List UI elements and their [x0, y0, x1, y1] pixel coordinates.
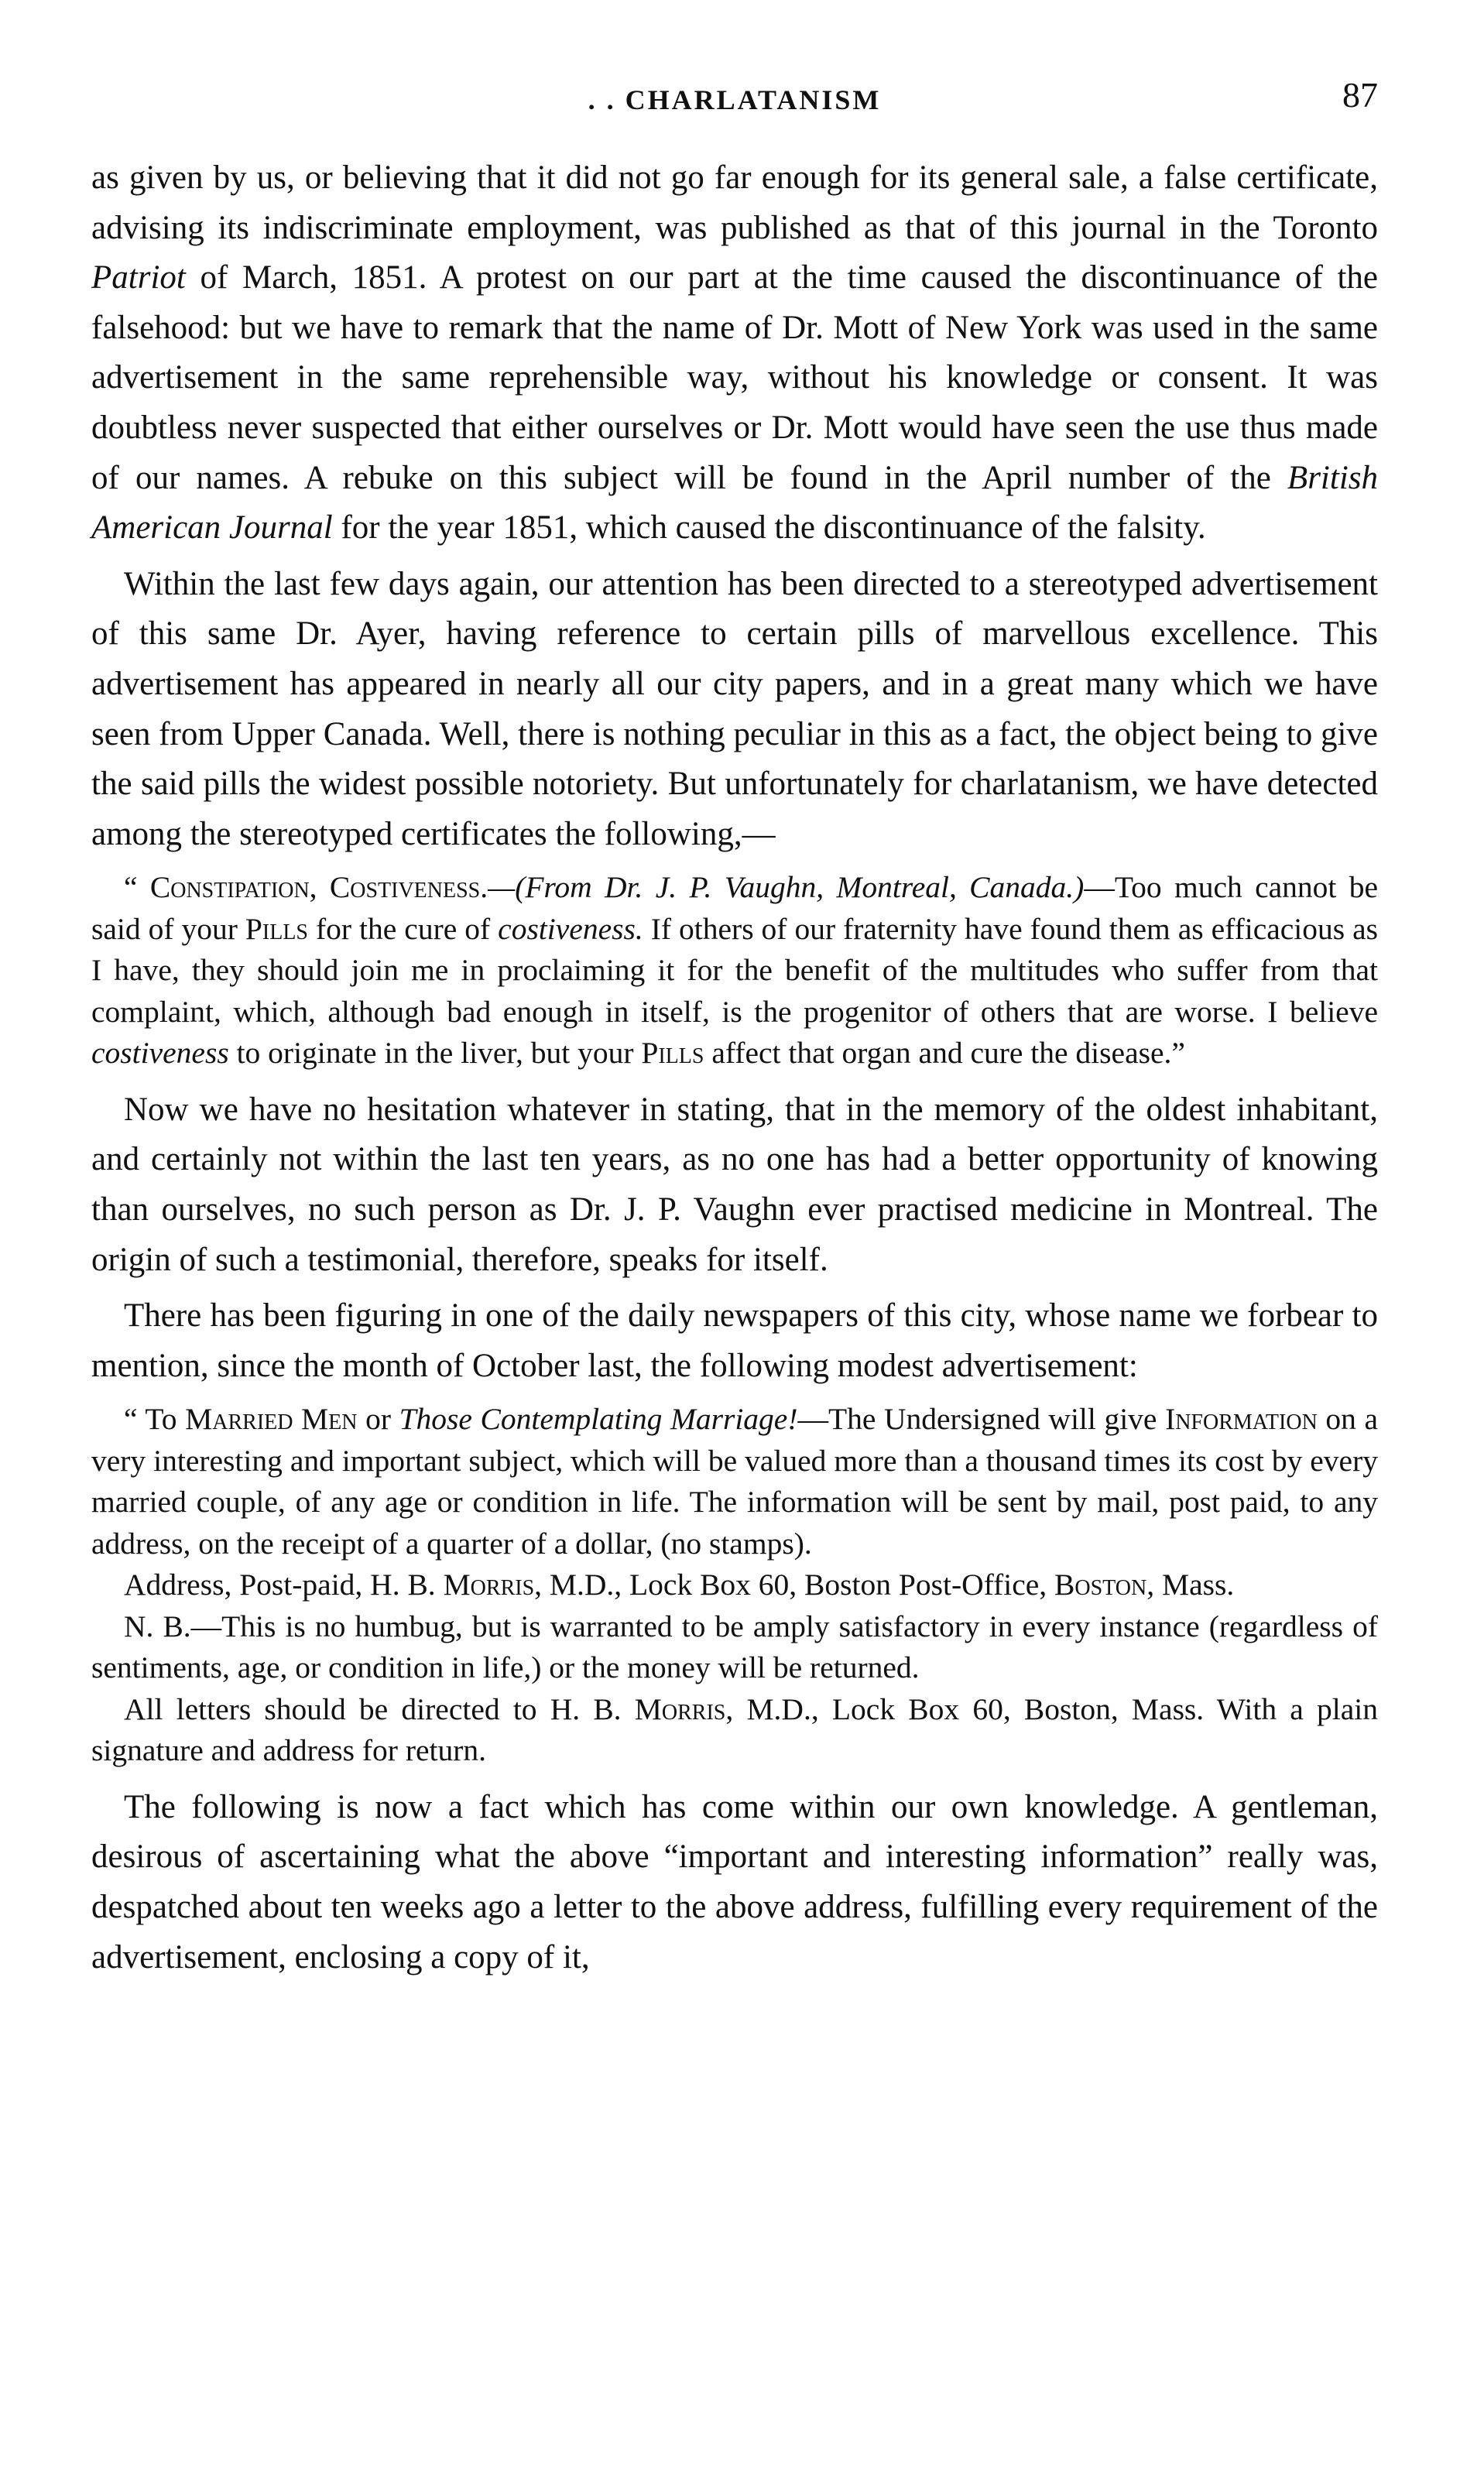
running-head: . . CHARLATANISM	[588, 84, 882, 115]
paragraph-1-text-end: for the year 1851, which caused the discontinuance of the falsity.	[341, 509, 1206, 547]
quote-constipation	[91, 867, 1378, 1074]
quote-ad-letters-b: M.D., Lock Box 60, Boston, Mass. With a plain signature and address for return.	[91, 1691, 1378, 1768]
quote-ad-nb: N. B.—This is no humbug, but is warranted to be amply satisfactory in every instance (regardless of sentiments, age, or condition in life,) or the money will be returned.	[91, 1609, 1378, 1685]
quote-ad-text-a: —The Undersigned will give	[797, 1402, 1157, 1437]
paragraph-1	[91, 153, 1378, 553]
quote-ad-text-b: on a very interesting and important subject, which will be valued more than a thousand times its cost by every married couple, of any age or condition in life. The information will be sent by mail, post paid, to any address, on the receipt of a quarter of a dollar, (no stamps).	[91, 1402, 1379, 1561]
quote-source: —(From Dr. J. P. Vaughn, Montreal, Canada.)	[488, 870, 1085, 905]
body-text	[91, 153, 1378, 1982]
page-number: 87	[1342, 75, 1378, 115]
quote-ad-address-c: Mass.	[1161, 1568, 1235, 1602]
quote-ad-married-men: Married Men	[185, 1402, 358, 1437]
quote-open-mark: “	[124, 870, 138, 905]
quote-ad-address	[91, 1564, 1378, 1606]
book-page	[91, 70, 1378, 2438]
quote-ad-letters	[91, 1689, 1378, 1772]
quote-pills-1: Pills	[245, 911, 308, 946]
paragraph-1-text-rest: of March, 1851. A protest on our part at the time caused the discontinuance of the falsehood: but we have to remark that the name of Dr. Mott of New York was used in the same advertisement in the same reprehensible way, without his knowledge or consent. It was doubtless never suspected that either ourselves or Dr. Mott would have seen the use thus made of our names. A rebuke on this subject will be found in the April number of the	[91, 259, 1379, 496]
quote-ad-main	[91, 1399, 1378, 1564]
paragraph-5: The following is now a fact which has come within our own knowledge. A gentleman, desirous of ascertaining what the above “important and interesting information” really was, despatched about ten weeks ago a letter to the above address, fulfilling every requirement of the advertisement, enclosing a copy of it,	[91, 1788, 1378, 1976]
quote-text-b: for the cure of	[316, 911, 491, 946]
paragraph-4: There has been figuring in one of the daily newspapers of this city, whose name we forbear to mention, since the month of October last, the following modest advertisement:	[91, 1297, 1378, 1384]
quote-constipation-text	[91, 867, 1378, 1074]
quote-ad-or: or	[365, 1402, 391, 1437]
paragraph-1-italic-journal: British American Journal	[91, 459, 1378, 547]
quote-ad-italic: Those Contemplating Marriage!	[399, 1402, 798, 1437]
quote-ad-address-morris: Morris,	[443, 1568, 543, 1602]
quote-italic-costiveness: costiveness.	[498, 911, 643, 946]
quote-ad-open: “ To	[124, 1402, 177, 1437]
quote-ad-letters-morris: Morris,	[634, 1691, 734, 1726]
quote-heading: Constipation, Costiveness.	[149, 870, 488, 905]
quote-ad-letters-a: All letters should be directed to H. B.	[124, 1691, 622, 1726]
paragraph-3: Now we have no hesitation whatever in stating, that in the memory of the oldest inhabitant, and certainly not within the last ten years, as no one has had a better opportunity of knowing than ourselves, no such person as Dr. J. P. Vaughn ever practised medicine in Montreal. The origin of such a testimonial, therefore, speaks for itself.	[91, 1091, 1378, 1278]
quote-text-a: —Too much cannot be said of your	[91, 870, 1379, 946]
quote-advertisement	[91, 1399, 1378, 1772]
quote-ad-information: Information	[1165, 1402, 1318, 1437]
paragraph-1-text: as given by us, or believing that it did not go far enough for its general sale, a false certificate, advising its indiscriminate employment, was published as that of this journal in the Toronto	[91, 159, 1378, 246]
quote-italic-costiveness-2: costiveness	[91, 1036, 229, 1071]
paragraph-1-italic: Patriot	[91, 259, 186, 296]
page-header	[91, 70, 1378, 124]
quote-ad-address-boston: Boston,	[1054, 1568, 1155, 1602]
quote-text-e: affect that organ and cure the disease.”	[711, 1036, 1185, 1071]
quote-text-d: to originate in the liver, but your	[236, 1036, 634, 1071]
paragraph-2: Within the last few days again, our attention has been directed to a stereotyped advertisement of this same Dr. Ayer, having reference to certain pills of marvellous excellence. This advertisement has appeared in nearly all our city papers, and in a great many which we have seen from Upper Canada. Well, there is nothing peculiar in this as a fact, the object being to give the said pills the widest possible notoriety. But unfortunately for charlatanism, we have detected among the stereotyped certificates the following,—	[91, 565, 1378, 852]
quote-ad-address-a: Address, Post-paid, H. B.	[124, 1568, 436, 1602]
quote-ad-address-b: M.D., Lock Box 60, Boston Post-Office,	[549, 1568, 1047, 1602]
quote-pills-2: Pills	[641, 1036, 704, 1071]
quote-text-c: If others of our fraternity have found them as efficacious as I have, they should join me in proclaiming it for the benefit of the multitudes who suffer from that complaint, which, although bad enough in itself, is the progenitor of others that are worse. I believe	[91, 911, 1379, 1029]
